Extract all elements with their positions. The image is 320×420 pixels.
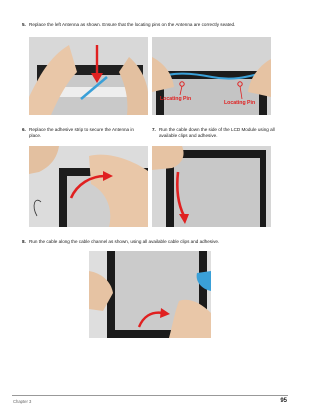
page-number: 95 — [280, 398, 287, 404]
step-number: 7. — [152, 127, 156, 132]
photo-drawing — [29, 37, 148, 115]
photo-cable-side-routing — [152, 146, 271, 227]
step-number: 6. — [22, 127, 26, 132]
step-text: Replace the left Antenna as shown. Ensure that the locating pins on the Antenna are correctly seated. — [29, 22, 236, 27]
step-5 — [22, 22, 282, 28]
step-text: Run the cable along the cable channel as shown, using all available cable clips and adhesive. — [29, 239, 220, 244]
footer-divider — [12, 395, 288, 396]
step-8 — [22, 239, 282, 245]
photo-drawing — [29, 146, 148, 227]
photo-drawing — [89, 251, 211, 338]
photo-cable-channel — [89, 251, 211, 338]
callout-locating-pin-right: Locating Pin — [224, 100, 256, 106]
photo-adhesive-strip — [29, 146, 148, 227]
photo-antenna-placement — [29, 37, 148, 115]
photo-drawing — [152, 146, 271, 227]
photo-locating-pins — [152, 37, 271, 115]
step-7 — [152, 127, 280, 139]
step-text: Replace the adhesive strip to secure the Antenna in place. — [29, 127, 134, 138]
footer-chapter: Chapter 3 — [13, 399, 32, 404]
callout-locating-pin-left: Locating Pin — [160, 96, 192, 102]
step-6 — [22, 127, 150, 139]
step-text: Run the cable down the side of the LCD Module using all available clips and adhesive. — [159, 127, 275, 138]
step-number: 8. — [22, 239, 26, 244]
step-number: 5. — [22, 22, 26, 27]
